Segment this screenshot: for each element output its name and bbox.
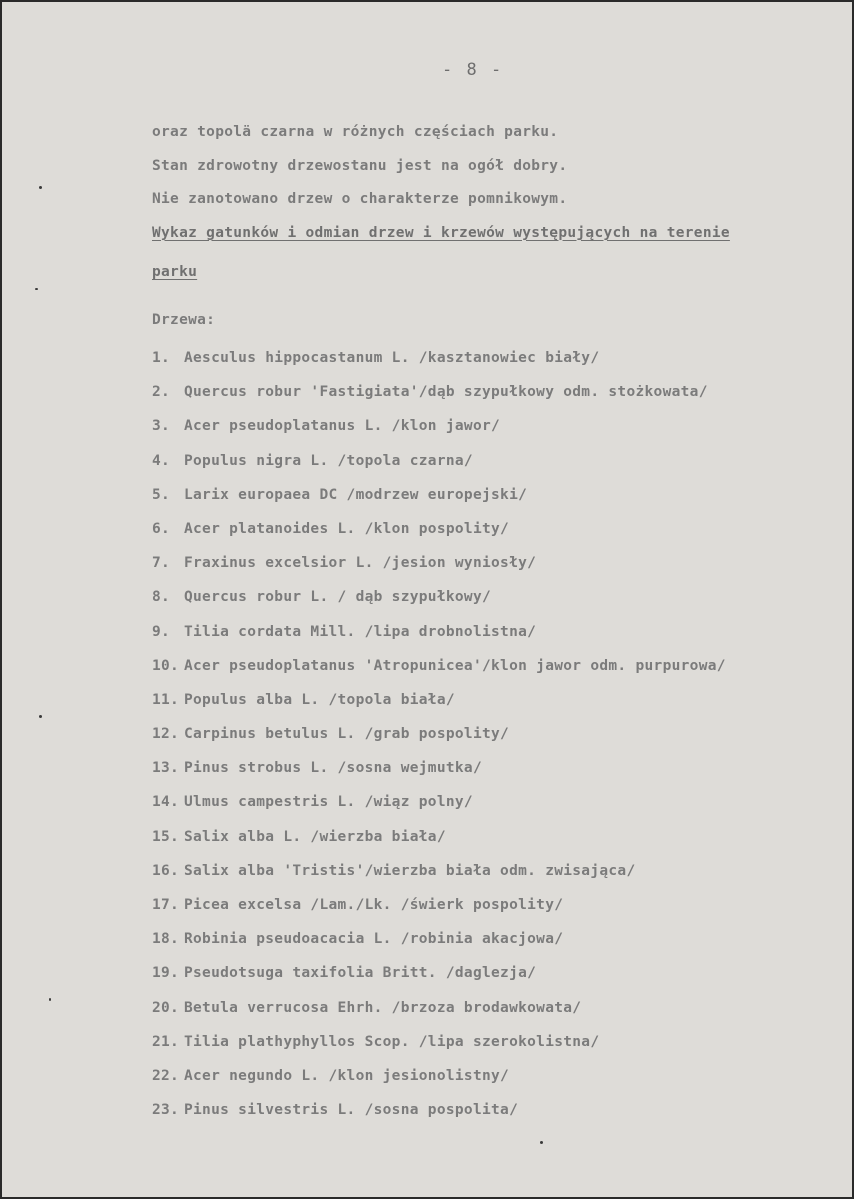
list-item-text: Populus nigra L. /topola czarna/ bbox=[184, 452, 473, 469]
page-number: - 8 - bbox=[442, 60, 504, 80]
list-item-number: 6. bbox=[152, 520, 171, 537]
list-item bbox=[152, 1059, 842, 1093]
list-item-number: 20. bbox=[152, 999, 180, 1016]
list-item-text: Acer pseudoplatanus 'Atropunicea'/klon jawor odm. purpurowa/ bbox=[184, 657, 726, 674]
intro-line-1: oraz topolä czarna w różnych częściach parku. bbox=[152, 124, 559, 140]
list-item-number: 16. bbox=[152, 862, 180, 879]
list-item-text: Salix alba L. /wierzba biała/ bbox=[184, 828, 446, 845]
list-item bbox=[152, 820, 842, 854]
list-item-text: Populus alba L. /topola biała/ bbox=[184, 691, 455, 708]
list-item-text: Larix europaea DC /modrzew europejski/ bbox=[184, 486, 528, 503]
list-item-text: Ulmus campestris L. /wiąz polny/ bbox=[184, 794, 473, 811]
list-item bbox=[152, 717, 842, 751]
list-item-number: 23. bbox=[152, 1102, 180, 1119]
list-item bbox=[152, 580, 842, 614]
list-item bbox=[152, 444, 842, 478]
tree-list bbox=[152, 341, 842, 1127]
list-item-number: 10. bbox=[152, 657, 180, 674]
list-item bbox=[152, 615, 842, 649]
list-item-text: Betula verrucosa Ehrh. /brzoza brodawkowata/ bbox=[184, 999, 582, 1016]
list-item-number: 19. bbox=[152, 965, 180, 982]
list-item-text: Aesculus hippocastanum L. /kasztanowiec biały/ bbox=[184, 350, 600, 366]
list-item bbox=[152, 888, 842, 922]
list-item-number: 4. bbox=[152, 452, 171, 469]
list-item-text: Acer platanoides L. /klon pospolity/ bbox=[184, 520, 510, 537]
list-item-text: Salix alba 'Tristis'/wierzba biała odm. zwisająca/ bbox=[184, 862, 636, 879]
intro-line-2: Stan zdrowotny drzewostanu jest na ogół dobry. bbox=[152, 157, 568, 174]
scan-speck-3 bbox=[39, 715, 42, 718]
list-item bbox=[152, 341, 842, 375]
list-item bbox=[152, 922, 842, 956]
list-item bbox=[152, 991, 842, 1025]
list-item bbox=[152, 375, 842, 409]
list-item-text: Quercus robur L. / dąb szypułkowy/ bbox=[184, 589, 492, 606]
list-item bbox=[152, 512, 842, 546]
list-item-number: 17. bbox=[152, 897, 180, 913]
intro-line-3: Nie zanotowano drzew o charakterze pomnikowym. bbox=[152, 191, 568, 207]
list-item-text: Picea excelsa /Lam./Lk. /świerk pospolity/ bbox=[184, 897, 564, 913]
list-item-number: 7. bbox=[152, 555, 171, 572]
list-item-number: 22. bbox=[152, 1067, 180, 1084]
list-item-text: Acer pseudoplatanus L. /klon jawor/ bbox=[184, 418, 501, 435]
list-item bbox=[152, 1093, 842, 1127]
list-item-text: Pinus silvestris L. /sosna pospolita/ bbox=[184, 1102, 519, 1119]
list-item-number: 8. bbox=[152, 589, 171, 606]
scan-speck-4 bbox=[49, 998, 51, 1001]
section-heading-line-2: parku bbox=[152, 264, 198, 280]
list-item bbox=[152, 546, 842, 580]
list-item-text: Acer negundo L. /klon jesionolistny/ bbox=[184, 1067, 510, 1084]
scan-speck-5 bbox=[540, 1141, 543, 1144]
list-item bbox=[152, 751, 842, 785]
list-item-text: Tilia plathyphyllos Scop. /lipa szerokolistna/ bbox=[184, 1033, 600, 1050]
trees-label: Drzewa: bbox=[152, 311, 216, 328]
list-item bbox=[152, 649, 842, 683]
list-item-number: 14. bbox=[152, 794, 180, 811]
list-item-text: Fraxinus excelsior L. /jesion wyniosły/ bbox=[184, 555, 537, 572]
list-item bbox=[152, 683, 842, 717]
list-item-text: Pinus strobus L. /sosna wejmutka/ bbox=[184, 760, 482, 777]
list-item-number: 11. bbox=[152, 691, 180, 708]
scan-speck-2 bbox=[35, 288, 38, 290]
list-item-number: 3. bbox=[152, 418, 171, 435]
list-item-number: 18. bbox=[152, 931, 180, 948]
list-item-text: Tilia cordata Mill. /lipa drobnolistna/ bbox=[184, 623, 537, 640]
list-item-number: 21. bbox=[152, 1033, 180, 1050]
list-item-number: 13. bbox=[152, 760, 180, 777]
list-item-number: 12. bbox=[152, 726, 180, 743]
list-item-text: Quercus robur 'Fastigiata'/dąb szypułkowy odm. stożkowata/ bbox=[184, 384, 708, 401]
list-item bbox=[152, 409, 842, 443]
list-item bbox=[152, 785, 842, 819]
list-item-number: 5. bbox=[152, 486, 171, 503]
document-body bbox=[152, 116, 842, 1127]
list-item bbox=[152, 1025, 842, 1059]
list-item-text: Carpinus betulus L. /grab pospolity/ bbox=[184, 726, 510, 743]
list-item bbox=[152, 956, 842, 990]
section-heading-line-1: Wykaz gatunków i odmian drzew i krzewów występujących na terenie bbox=[152, 224, 730, 241]
list-item-number: 2. bbox=[152, 384, 171, 401]
list-item-number: 1. bbox=[152, 350, 171, 366]
list-item-number: 9. bbox=[152, 623, 171, 640]
list-item bbox=[152, 478, 842, 512]
list-item bbox=[152, 854, 842, 888]
list-item-text: Pseudotsuga taxifolia Britt. /daglezja/ bbox=[184, 965, 537, 982]
list-item-text: Robinia pseudoacacia L. /robinia akacjowa/ bbox=[184, 931, 564, 948]
scan-speck-1 bbox=[39, 186, 42, 189]
list-item-number: 15. bbox=[152, 828, 180, 845]
